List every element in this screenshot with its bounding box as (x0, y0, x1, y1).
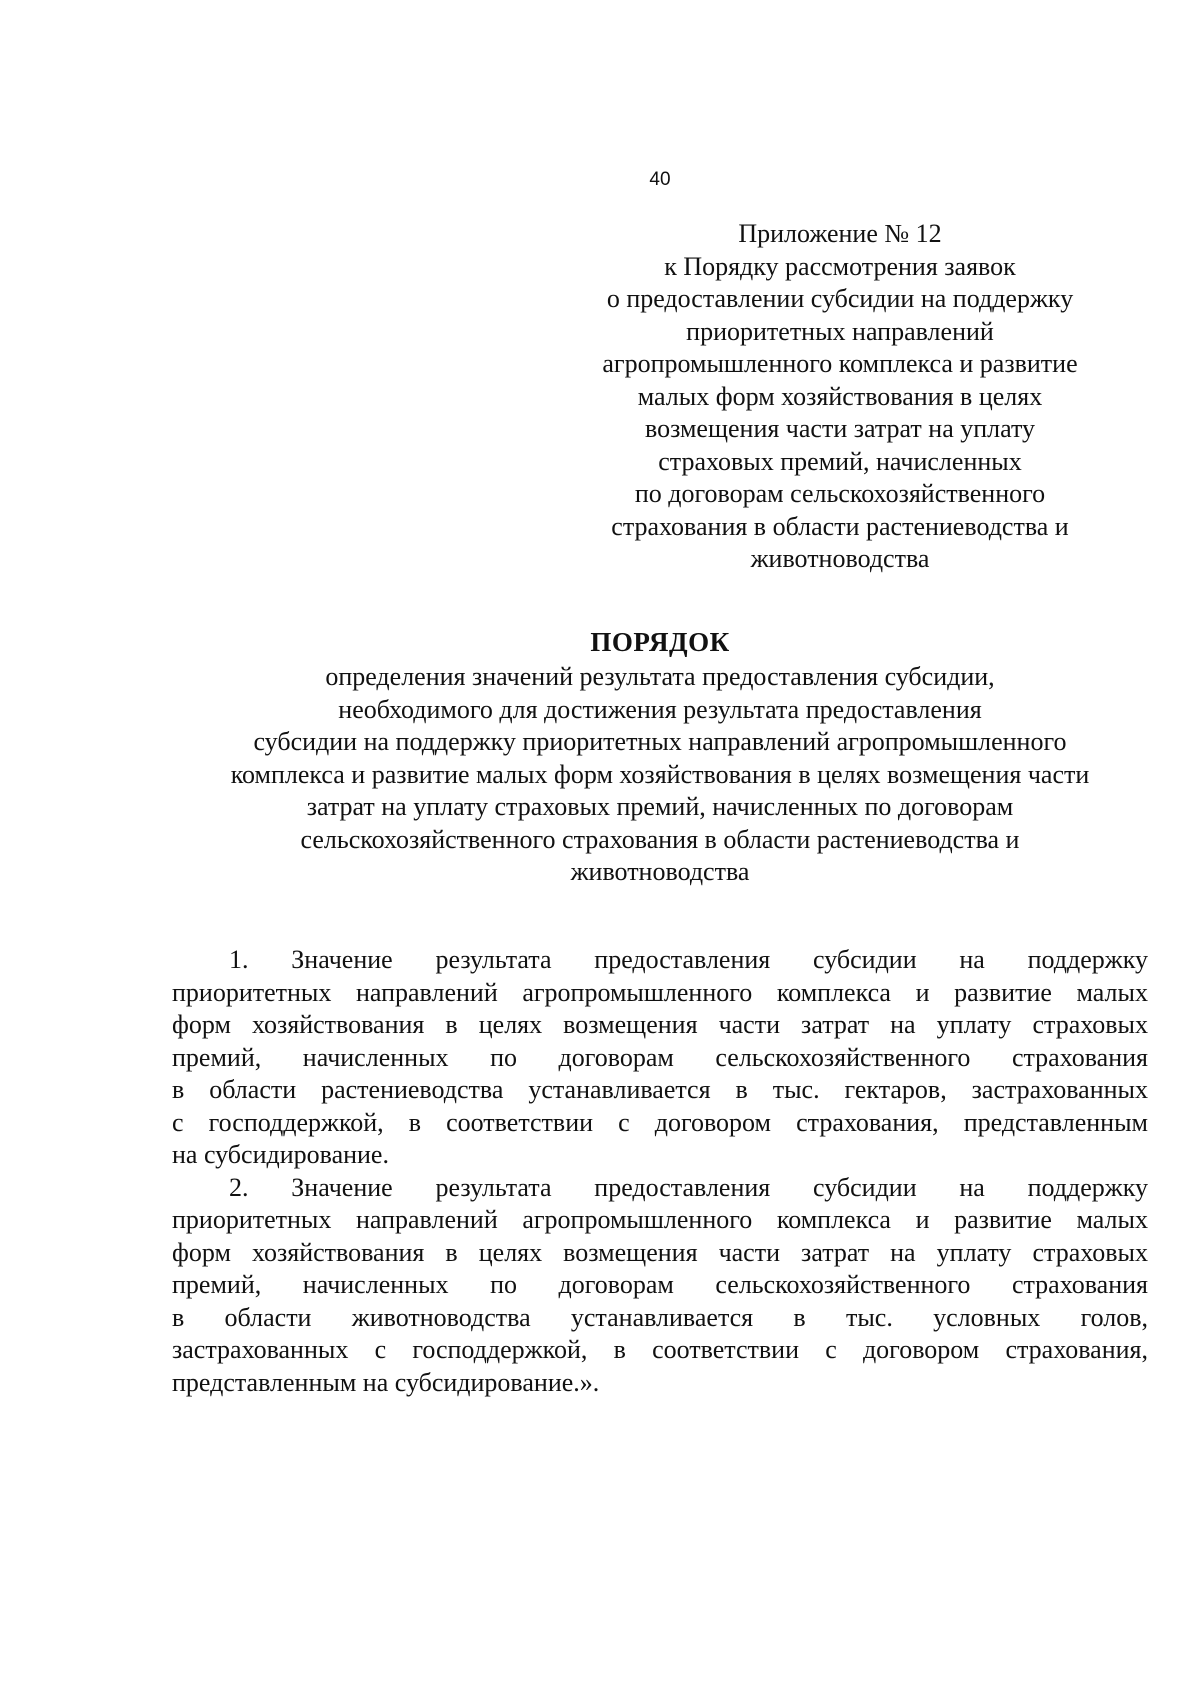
appendix-line: животноводства (750, 544, 930, 573)
paragraph-line: представленным на субсидирование.». (172, 1367, 600, 1397)
paragraph-1 (172, 944, 1148, 1172)
subtitle-line: субсидии на поддержку приоритетных направлений агропромышленного (253, 727, 1067, 756)
paragraph-line: форм хозяйствования в целях возмещения части затрат на уплату страховых (172, 1237, 1148, 1267)
paragraph-line: в области растениеводства устанавливается в тыс. гектаров, застрахованных (172, 1075, 1148, 1104)
subtitle-line: необходимого для достижения результата предоставления (338, 694, 982, 724)
appendix-line: Приложение № 12 (738, 219, 942, 248)
document-title: ПОРЯДОК (590, 627, 730, 657)
document-subtitle (170, 661, 1150, 889)
paragraph-line: 2. Значение результата предоставления субсидии на поддержку (229, 1172, 1148, 1202)
paragraph-line: премий, начисленных по договорам сельскохозяйственного страхования (172, 1270, 1148, 1299)
subtitle-line: животноводства (570, 857, 750, 886)
appendix-header (560, 218, 1120, 576)
subtitle-line: комплекса и развитие малых форм хозяйствования в целях возмещения части (230, 759, 1090, 789)
paragraph-line: приоритетных направлений агропромышленного комплекса и развитие малых (172, 1205, 1148, 1234)
paragraph-line: застрахованных с господдержкой, в соответствии с договором страхования, (172, 1335, 1148, 1364)
subtitle-line: определения значений результата предоставления субсидии, (325, 662, 995, 691)
paragraph-line: премий, начисленных по договорам сельскохозяйственного страхования (172, 1042, 1148, 1072)
appendix-line: о предоставлении субсидии на поддержку (606, 284, 1074, 313)
appendix-line: малых форм хозяйствования в целях (637, 381, 1043, 411)
page-number: 40 (649, 169, 671, 190)
document-body (172, 944, 1148, 1399)
paragraph-line: с господдержкой, в соответствии с договором страхования, представленным (172, 1107, 1148, 1137)
paragraph-line: в области животноводства устанавливается в тыс. условных голов, (172, 1302, 1148, 1332)
paragraph-line: форм хозяйствования в целях возмещения части затрат на уплату страховых (172, 1010, 1148, 1039)
appendix-line: страхования в области растениеводства и (611, 511, 1069, 541)
appendix-line: агропромышленного комплекса и развитие (602, 349, 1078, 378)
subtitle-line: затрат на уплату страховых премий, начисленных по договорам (306, 792, 1014, 821)
appendix-line: к Порядку рассмотрения заявок (664, 251, 1016, 281)
paragraph-line: 1. Значение результата предоставления субсидии на поддержку (229, 945, 1148, 974)
appendix-line: по договорам сельскохозяйственного (634, 479, 1046, 508)
paragraph-line: приоритетных направлений агропромышленного комплекса и развитие малых (172, 977, 1148, 1007)
appendix-line: приоритетных направлений (686, 316, 994, 346)
paragraph-line: на субсидирование. (172, 1140, 389, 1169)
subtitle-line: сельскохозяйственного страхования в области растениеводства и (300, 824, 1020, 854)
appendix-line: страховых премий, начисленных (658, 446, 1022, 476)
paragraph-2 (172, 1172, 1148, 1400)
appendix-line: возмещения части затрат на уплату (644, 414, 1036, 443)
